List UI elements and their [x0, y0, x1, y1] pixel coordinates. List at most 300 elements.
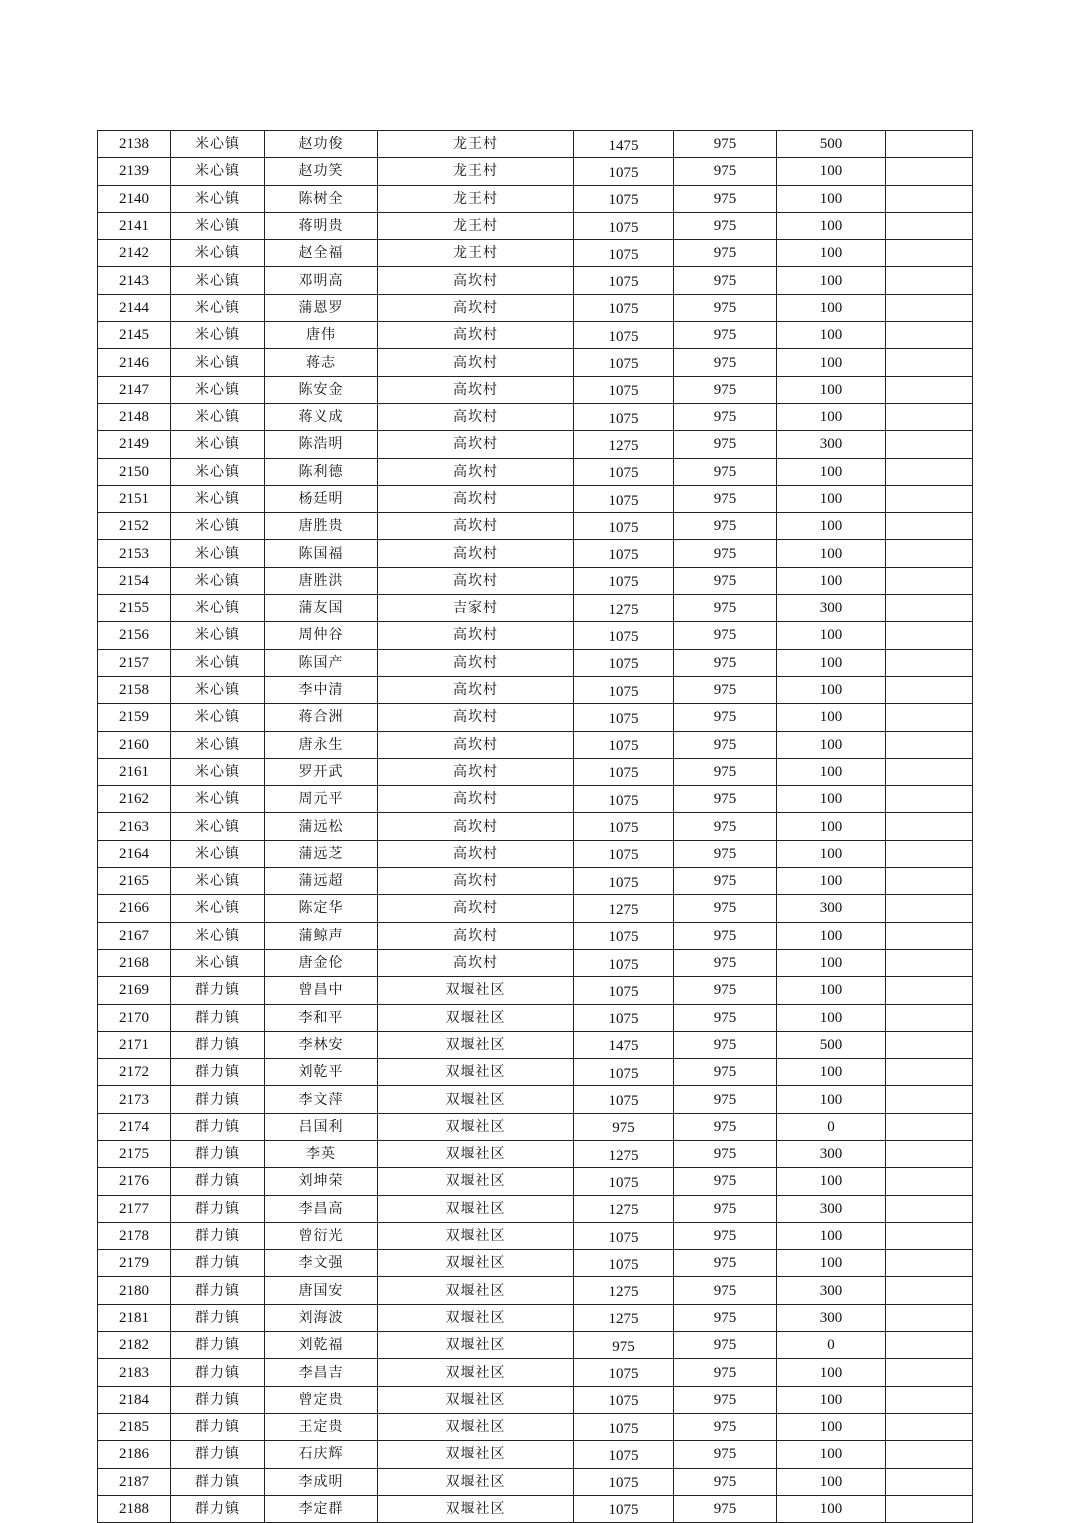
cell-note	[886, 322, 973, 349]
cell-person-name: 李文萍	[265, 1086, 378, 1113]
cell-total-amount: 1075	[574, 758, 674, 785]
cell-person-name: 陈定华	[265, 895, 378, 922]
cell-note	[886, 540, 973, 567]
cell-extra-amount: 100	[777, 212, 886, 239]
cell-serial-number: 2166	[98, 895, 171, 922]
cell-extra-amount: 100	[777, 185, 886, 212]
cell-note	[886, 977, 973, 1004]
cell-town: 群力镇	[171, 1168, 265, 1195]
cell-serial-number: 2146	[98, 349, 171, 376]
cell-total-amount: 1275	[574, 1195, 674, 1222]
cell-serial-number: 2155	[98, 595, 171, 622]
table-row	[98, 322, 973, 349]
cell-village: 双堰社区	[378, 1004, 574, 1031]
table-row	[98, 704, 973, 731]
cell-town: 群力镇	[171, 1468, 265, 1495]
table-row	[98, 485, 973, 512]
table-row	[98, 1386, 973, 1413]
cell-person-name: 石庆辉	[265, 1441, 378, 1468]
cell-extra-amount: 100	[777, 868, 886, 895]
cell-serial-number: 2181	[98, 1304, 171, 1331]
cell-total-amount: 1075	[574, 649, 674, 676]
cell-total-amount: 1075	[574, 868, 674, 895]
cell-person-name: 李文强	[265, 1250, 378, 1277]
cell-note	[886, 267, 973, 294]
cell-village: 高坎村	[378, 403, 574, 430]
cell-town: 群力镇	[171, 1277, 265, 1304]
cell-village: 双堰社区	[378, 1332, 574, 1359]
cell-base-amount: 975	[674, 895, 777, 922]
cell-base-amount: 975	[674, 212, 777, 239]
cell-village: 双堰社区	[378, 1059, 574, 1086]
cell-extra-amount: 0	[777, 1332, 886, 1359]
cell-person-name: 唐伟	[265, 322, 378, 349]
cell-extra-amount: 100	[777, 1359, 886, 1386]
cell-note	[886, 131, 973, 158]
cell-village: 高坎村	[378, 294, 574, 321]
cell-serial-number: 2184	[98, 1386, 171, 1413]
cell-serial-number: 2159	[98, 704, 171, 731]
cell-town: 群力镇	[171, 1413, 265, 1440]
cell-serial-number: 2158	[98, 676, 171, 703]
cell-serial-number: 2183	[98, 1359, 171, 1386]
cell-person-name: 李成明	[265, 1468, 378, 1495]
cell-village: 龙王村	[378, 131, 574, 158]
cell-total-amount: 1075	[574, 622, 674, 649]
table-row	[98, 758, 973, 785]
cell-total-amount: 1075	[574, 240, 674, 267]
cell-note	[886, 1413, 973, 1440]
cell-base-amount: 975	[674, 1277, 777, 1304]
table-row	[98, 1168, 973, 1195]
cell-extra-amount: 300	[777, 1304, 886, 1331]
cell-town: 群力镇	[171, 1059, 265, 1086]
cell-village: 双堰社区	[378, 1195, 574, 1222]
cell-village: 高坎村	[378, 267, 574, 294]
cell-serial-number: 2188	[98, 1495, 171, 1522]
table-row	[98, 1086, 973, 1113]
table-row	[98, 813, 973, 840]
cell-town: 米心镇	[171, 431, 265, 458]
cell-extra-amount: 100	[777, 622, 886, 649]
cell-total-amount: 1075	[574, 1004, 674, 1031]
cell-serial-number: 2173	[98, 1086, 171, 1113]
cell-village: 双堰社区	[378, 1250, 574, 1277]
cell-serial-number: 2154	[98, 567, 171, 594]
cell-extra-amount: 100	[777, 1495, 886, 1522]
cell-total-amount: 1075	[574, 349, 674, 376]
cell-base-amount: 975	[674, 1222, 777, 1249]
cell-person-name: 唐胜洪	[265, 567, 378, 594]
table-row	[98, 212, 973, 239]
cell-base-amount: 975	[674, 868, 777, 895]
cell-person-name: 唐胜贵	[265, 513, 378, 540]
cell-town: 群力镇	[171, 1086, 265, 1113]
cell-base-amount: 975	[674, 349, 777, 376]
cell-extra-amount: 100	[777, 922, 886, 949]
cell-total-amount: 1075	[574, 158, 674, 185]
cell-town: 米心镇	[171, 540, 265, 567]
cell-note	[886, 158, 973, 185]
cell-extra-amount: 100	[777, 786, 886, 813]
cell-village: 双堰社区	[378, 1468, 574, 1495]
cell-town: 米心镇	[171, 349, 265, 376]
cell-note	[886, 1113, 973, 1140]
cell-village: 高坎村	[378, 622, 574, 649]
cell-town: 米心镇	[171, 403, 265, 430]
cell-note	[886, 731, 973, 758]
cell-person-name: 吕国利	[265, 1113, 378, 1140]
cell-base-amount: 975	[674, 431, 777, 458]
cell-person-name: 陈利德	[265, 458, 378, 485]
cell-serial-number: 2172	[98, 1059, 171, 1086]
cell-total-amount: 1075	[574, 786, 674, 813]
cell-base-amount: 975	[674, 376, 777, 403]
cell-town: 米心镇	[171, 212, 265, 239]
cell-person-name: 曾昌中	[265, 977, 378, 1004]
cell-base-amount: 975	[674, 1031, 777, 1058]
cell-extra-amount: 500	[777, 1031, 886, 1058]
table-row	[98, 1031, 973, 1058]
table-row	[98, 158, 973, 185]
cell-person-name: 李英	[265, 1140, 378, 1167]
cell-person-name: 蒲鲸声	[265, 922, 378, 949]
cell-town: 米心镇	[171, 513, 265, 540]
cell-village: 双堰社区	[378, 1140, 574, 1167]
cell-total-amount: 1075	[574, 977, 674, 1004]
cell-base-amount: 975	[674, 1386, 777, 1413]
cell-note	[886, 1304, 973, 1331]
cell-base-amount: 975	[674, 704, 777, 731]
cell-note	[886, 813, 973, 840]
cell-person-name: 蒋志	[265, 349, 378, 376]
cell-person-name: 周仲谷	[265, 622, 378, 649]
cell-total-amount: 975	[574, 1113, 674, 1140]
table-row	[98, 1004, 973, 1031]
cell-extra-amount: 100	[777, 731, 886, 758]
cell-extra-amount: 100	[777, 649, 886, 676]
cell-total-amount: 1075	[574, 267, 674, 294]
cell-village: 高坎村	[378, 922, 574, 949]
cell-total-amount: 1075	[574, 212, 674, 239]
cell-serial-number: 2144	[98, 294, 171, 321]
cell-total-amount: 1075	[574, 513, 674, 540]
cell-village: 双堰社区	[378, 1222, 574, 1249]
cell-town: 米心镇	[171, 813, 265, 840]
cell-serial-number: 2177	[98, 1195, 171, 1222]
cell-town: 米心镇	[171, 458, 265, 485]
table-row	[98, 1059, 973, 1086]
cell-serial-number: 2141	[98, 212, 171, 239]
cell-person-name: 邓明高	[265, 267, 378, 294]
cell-person-name: 周元平	[265, 786, 378, 813]
cell-village: 高坎村	[378, 376, 574, 403]
cell-note	[886, 922, 973, 949]
cell-extra-amount: 100	[777, 840, 886, 867]
table-row	[98, 567, 973, 594]
cell-town: 群力镇	[171, 1140, 265, 1167]
cell-extra-amount: 100	[777, 1441, 886, 1468]
cell-serial-number: 2139	[98, 158, 171, 185]
cell-serial-number: 2176	[98, 1168, 171, 1195]
cell-serial-number: 2153	[98, 540, 171, 567]
cell-village: 双堰社区	[378, 1359, 574, 1386]
cell-total-amount: 1075	[574, 840, 674, 867]
cell-person-name: 赵全福	[265, 240, 378, 267]
cell-serial-number: 2175	[98, 1140, 171, 1167]
cell-town: 米心镇	[171, 758, 265, 785]
cell-village: 高坎村	[378, 868, 574, 895]
cell-person-name: 陈国福	[265, 540, 378, 567]
cell-town: 米心镇	[171, 185, 265, 212]
cell-serial-number: 2169	[98, 977, 171, 1004]
cell-base-amount: 975	[674, 1086, 777, 1113]
cell-town: 米心镇	[171, 376, 265, 403]
table-row	[98, 185, 973, 212]
cell-serial-number: 2161	[98, 758, 171, 785]
cell-serial-number: 2174	[98, 1113, 171, 1140]
cell-village: 双堰社区	[378, 1386, 574, 1413]
cell-town: 米心镇	[171, 949, 265, 976]
cell-extra-amount: 100	[777, 1468, 886, 1495]
cell-extra-amount: 100	[777, 676, 886, 703]
cell-base-amount: 975	[674, 1359, 777, 1386]
cell-village: 双堰社区	[378, 1413, 574, 1440]
cell-base-amount: 975	[674, 294, 777, 321]
cell-town: 米心镇	[171, 649, 265, 676]
table-row	[98, 513, 973, 540]
table-row	[98, 731, 973, 758]
cell-extra-amount: 100	[777, 485, 886, 512]
cell-serial-number: 2142	[98, 240, 171, 267]
cell-total-amount: 1075	[574, 813, 674, 840]
cell-extra-amount: 300	[777, 1140, 886, 1167]
cell-person-name: 蒲远芝	[265, 840, 378, 867]
cell-extra-amount: 300	[777, 595, 886, 622]
cell-village: 高坎村	[378, 704, 574, 731]
cell-person-name: 李昌高	[265, 1195, 378, 1222]
cell-town: 群力镇	[171, 1004, 265, 1031]
cell-total-amount: 1075	[574, 185, 674, 212]
cell-village: 高坎村	[378, 758, 574, 785]
cell-total-amount: 1475	[574, 1031, 674, 1058]
table-row	[98, 1222, 973, 1249]
roster-body	[98, 131, 973, 1523]
cell-extra-amount: 100	[777, 1250, 886, 1277]
cell-base-amount: 975	[674, 1441, 777, 1468]
cell-extra-amount: 100	[777, 1168, 886, 1195]
cell-serial-number: 2148	[98, 403, 171, 430]
cell-person-name: 蒋合洲	[265, 704, 378, 731]
cell-extra-amount: 100	[777, 349, 886, 376]
cell-town: 群力镇	[171, 1304, 265, 1331]
cell-total-amount: 1075	[574, 1086, 674, 1113]
cell-serial-number: 2151	[98, 485, 171, 512]
cell-note	[886, 1140, 973, 1167]
cell-person-name: 刘坤荣	[265, 1168, 378, 1195]
cell-note	[886, 949, 973, 976]
cell-serial-number: 2178	[98, 1222, 171, 1249]
cell-extra-amount: 300	[777, 431, 886, 458]
cell-serial-number: 2145	[98, 322, 171, 349]
cell-serial-number: 2138	[98, 131, 171, 158]
cell-total-amount: 1075	[574, 485, 674, 512]
cell-town: 群力镇	[171, 1495, 265, 1522]
table-row	[98, 595, 973, 622]
cell-base-amount: 975	[674, 1004, 777, 1031]
cell-extra-amount: 100	[777, 540, 886, 567]
table-row	[98, 431, 973, 458]
cell-total-amount: 1075	[574, 458, 674, 485]
cell-extra-amount: 100	[777, 949, 886, 976]
cell-base-amount: 975	[674, 185, 777, 212]
cell-total-amount: 1075	[574, 540, 674, 567]
cell-total-amount: 1075	[574, 1222, 674, 1249]
cell-person-name: 蒲远超	[265, 868, 378, 895]
cell-total-amount: 1275	[574, 1304, 674, 1331]
cell-village: 高坎村	[378, 949, 574, 976]
cell-extra-amount: 300	[777, 895, 886, 922]
cell-village: 高坎村	[378, 485, 574, 512]
cell-extra-amount: 100	[777, 267, 886, 294]
cell-extra-amount: 100	[777, 158, 886, 185]
cell-note	[886, 567, 973, 594]
cell-serial-number: 2165	[98, 868, 171, 895]
cell-town: 群力镇	[171, 1195, 265, 1222]
cell-person-name: 蒲远松	[265, 813, 378, 840]
cell-note	[886, 1468, 973, 1495]
cell-note	[886, 458, 973, 485]
cell-village: 龙王村	[378, 158, 574, 185]
cell-total-amount: 1275	[574, 595, 674, 622]
cell-person-name: 李中清	[265, 676, 378, 703]
cell-extra-amount: 100	[777, 376, 886, 403]
cell-base-amount: 975	[674, 403, 777, 430]
cell-extra-amount: 0	[777, 1113, 886, 1140]
cell-note	[886, 840, 973, 867]
cell-town: 米心镇	[171, 485, 265, 512]
table-row	[98, 649, 973, 676]
cell-total-amount: 1075	[574, 567, 674, 594]
cell-village: 高坎村	[378, 322, 574, 349]
cell-total-amount: 1075	[574, 403, 674, 430]
cell-town: 群力镇	[171, 977, 265, 1004]
cell-serial-number: 2180	[98, 1277, 171, 1304]
table-row	[98, 1495, 973, 1522]
cell-village: 双堰社区	[378, 977, 574, 1004]
table-row	[98, 1441, 973, 1468]
cell-total-amount: 1075	[574, 1250, 674, 1277]
cell-town: 米心镇	[171, 676, 265, 703]
cell-extra-amount: 100	[777, 240, 886, 267]
table-row	[98, 267, 973, 294]
cell-note	[886, 1195, 973, 1222]
table-row	[98, 240, 973, 267]
cell-extra-amount: 100	[777, 322, 886, 349]
cell-total-amount: 1475	[574, 131, 674, 158]
cell-extra-amount: 100	[777, 1222, 886, 1249]
cell-note	[886, 1059, 973, 1086]
cell-person-name: 李定群	[265, 1495, 378, 1522]
cell-village: 龙王村	[378, 240, 574, 267]
cell-note	[886, 1250, 973, 1277]
cell-total-amount: 1075	[574, 294, 674, 321]
cell-serial-number: 2162	[98, 786, 171, 813]
table-row	[98, 403, 973, 430]
cell-person-name: 赵功笑	[265, 158, 378, 185]
cell-village: 高坎村	[378, 813, 574, 840]
cell-serial-number: 2167	[98, 922, 171, 949]
cell-base-amount: 975	[674, 540, 777, 567]
table-row	[98, 376, 973, 403]
cell-note	[886, 431, 973, 458]
table-row	[98, 1250, 973, 1277]
cell-person-name: 刘乾平	[265, 1059, 378, 1086]
cell-serial-number: 2170	[98, 1004, 171, 1031]
cell-extra-amount: 100	[777, 403, 886, 430]
cell-town: 米心镇	[171, 622, 265, 649]
table-row	[98, 676, 973, 703]
cell-village: 高坎村	[378, 431, 574, 458]
cell-note	[886, 595, 973, 622]
cell-base-amount: 975	[674, 322, 777, 349]
cell-town: 米心镇	[171, 786, 265, 813]
cell-note	[886, 376, 973, 403]
cell-base-amount: 975	[674, 567, 777, 594]
cell-person-name: 陈安金	[265, 376, 378, 403]
cell-serial-number: 2140	[98, 185, 171, 212]
table-row	[98, 1413, 973, 1440]
cell-person-name: 蒋义成	[265, 403, 378, 430]
cell-total-amount: 1075	[574, 676, 674, 703]
cell-extra-amount: 300	[777, 1277, 886, 1304]
roster-table	[97, 130, 973, 1523]
table-row	[98, 349, 973, 376]
cell-town: 米心镇	[171, 868, 265, 895]
cell-base-amount: 975	[674, 240, 777, 267]
cell-base-amount: 975	[674, 649, 777, 676]
cell-base-amount: 975	[674, 731, 777, 758]
table-row	[98, 1332, 973, 1359]
cell-total-amount: 1075	[574, 1386, 674, 1413]
cell-village: 双堰社区	[378, 1277, 574, 1304]
table-row	[98, 922, 973, 949]
cell-town: 米心镇	[171, 704, 265, 731]
cell-village: 高坎村	[378, 649, 574, 676]
cell-village: 高坎村	[378, 458, 574, 485]
cell-total-amount: 1075	[574, 949, 674, 976]
cell-note	[886, 1495, 973, 1522]
cell-base-amount: 975	[674, 1304, 777, 1331]
cell-note	[886, 1086, 973, 1113]
table-row	[98, 949, 973, 976]
cell-serial-number: 2185	[98, 1413, 171, 1440]
cell-serial-number: 2187	[98, 1468, 171, 1495]
cell-base-amount: 975	[674, 458, 777, 485]
table-row	[98, 622, 973, 649]
cell-note	[886, 1441, 973, 1468]
cell-note	[886, 868, 973, 895]
cell-town: 米心镇	[171, 840, 265, 867]
cell-town: 米心镇	[171, 895, 265, 922]
cell-extra-amount: 100	[777, 758, 886, 785]
cell-total-amount: 975	[574, 1332, 674, 1359]
cell-note	[886, 1359, 973, 1386]
cell-base-amount: 975	[674, 786, 777, 813]
table-row	[98, 1304, 973, 1331]
cell-total-amount: 1075	[574, 1059, 674, 1086]
cell-serial-number: 2149	[98, 431, 171, 458]
